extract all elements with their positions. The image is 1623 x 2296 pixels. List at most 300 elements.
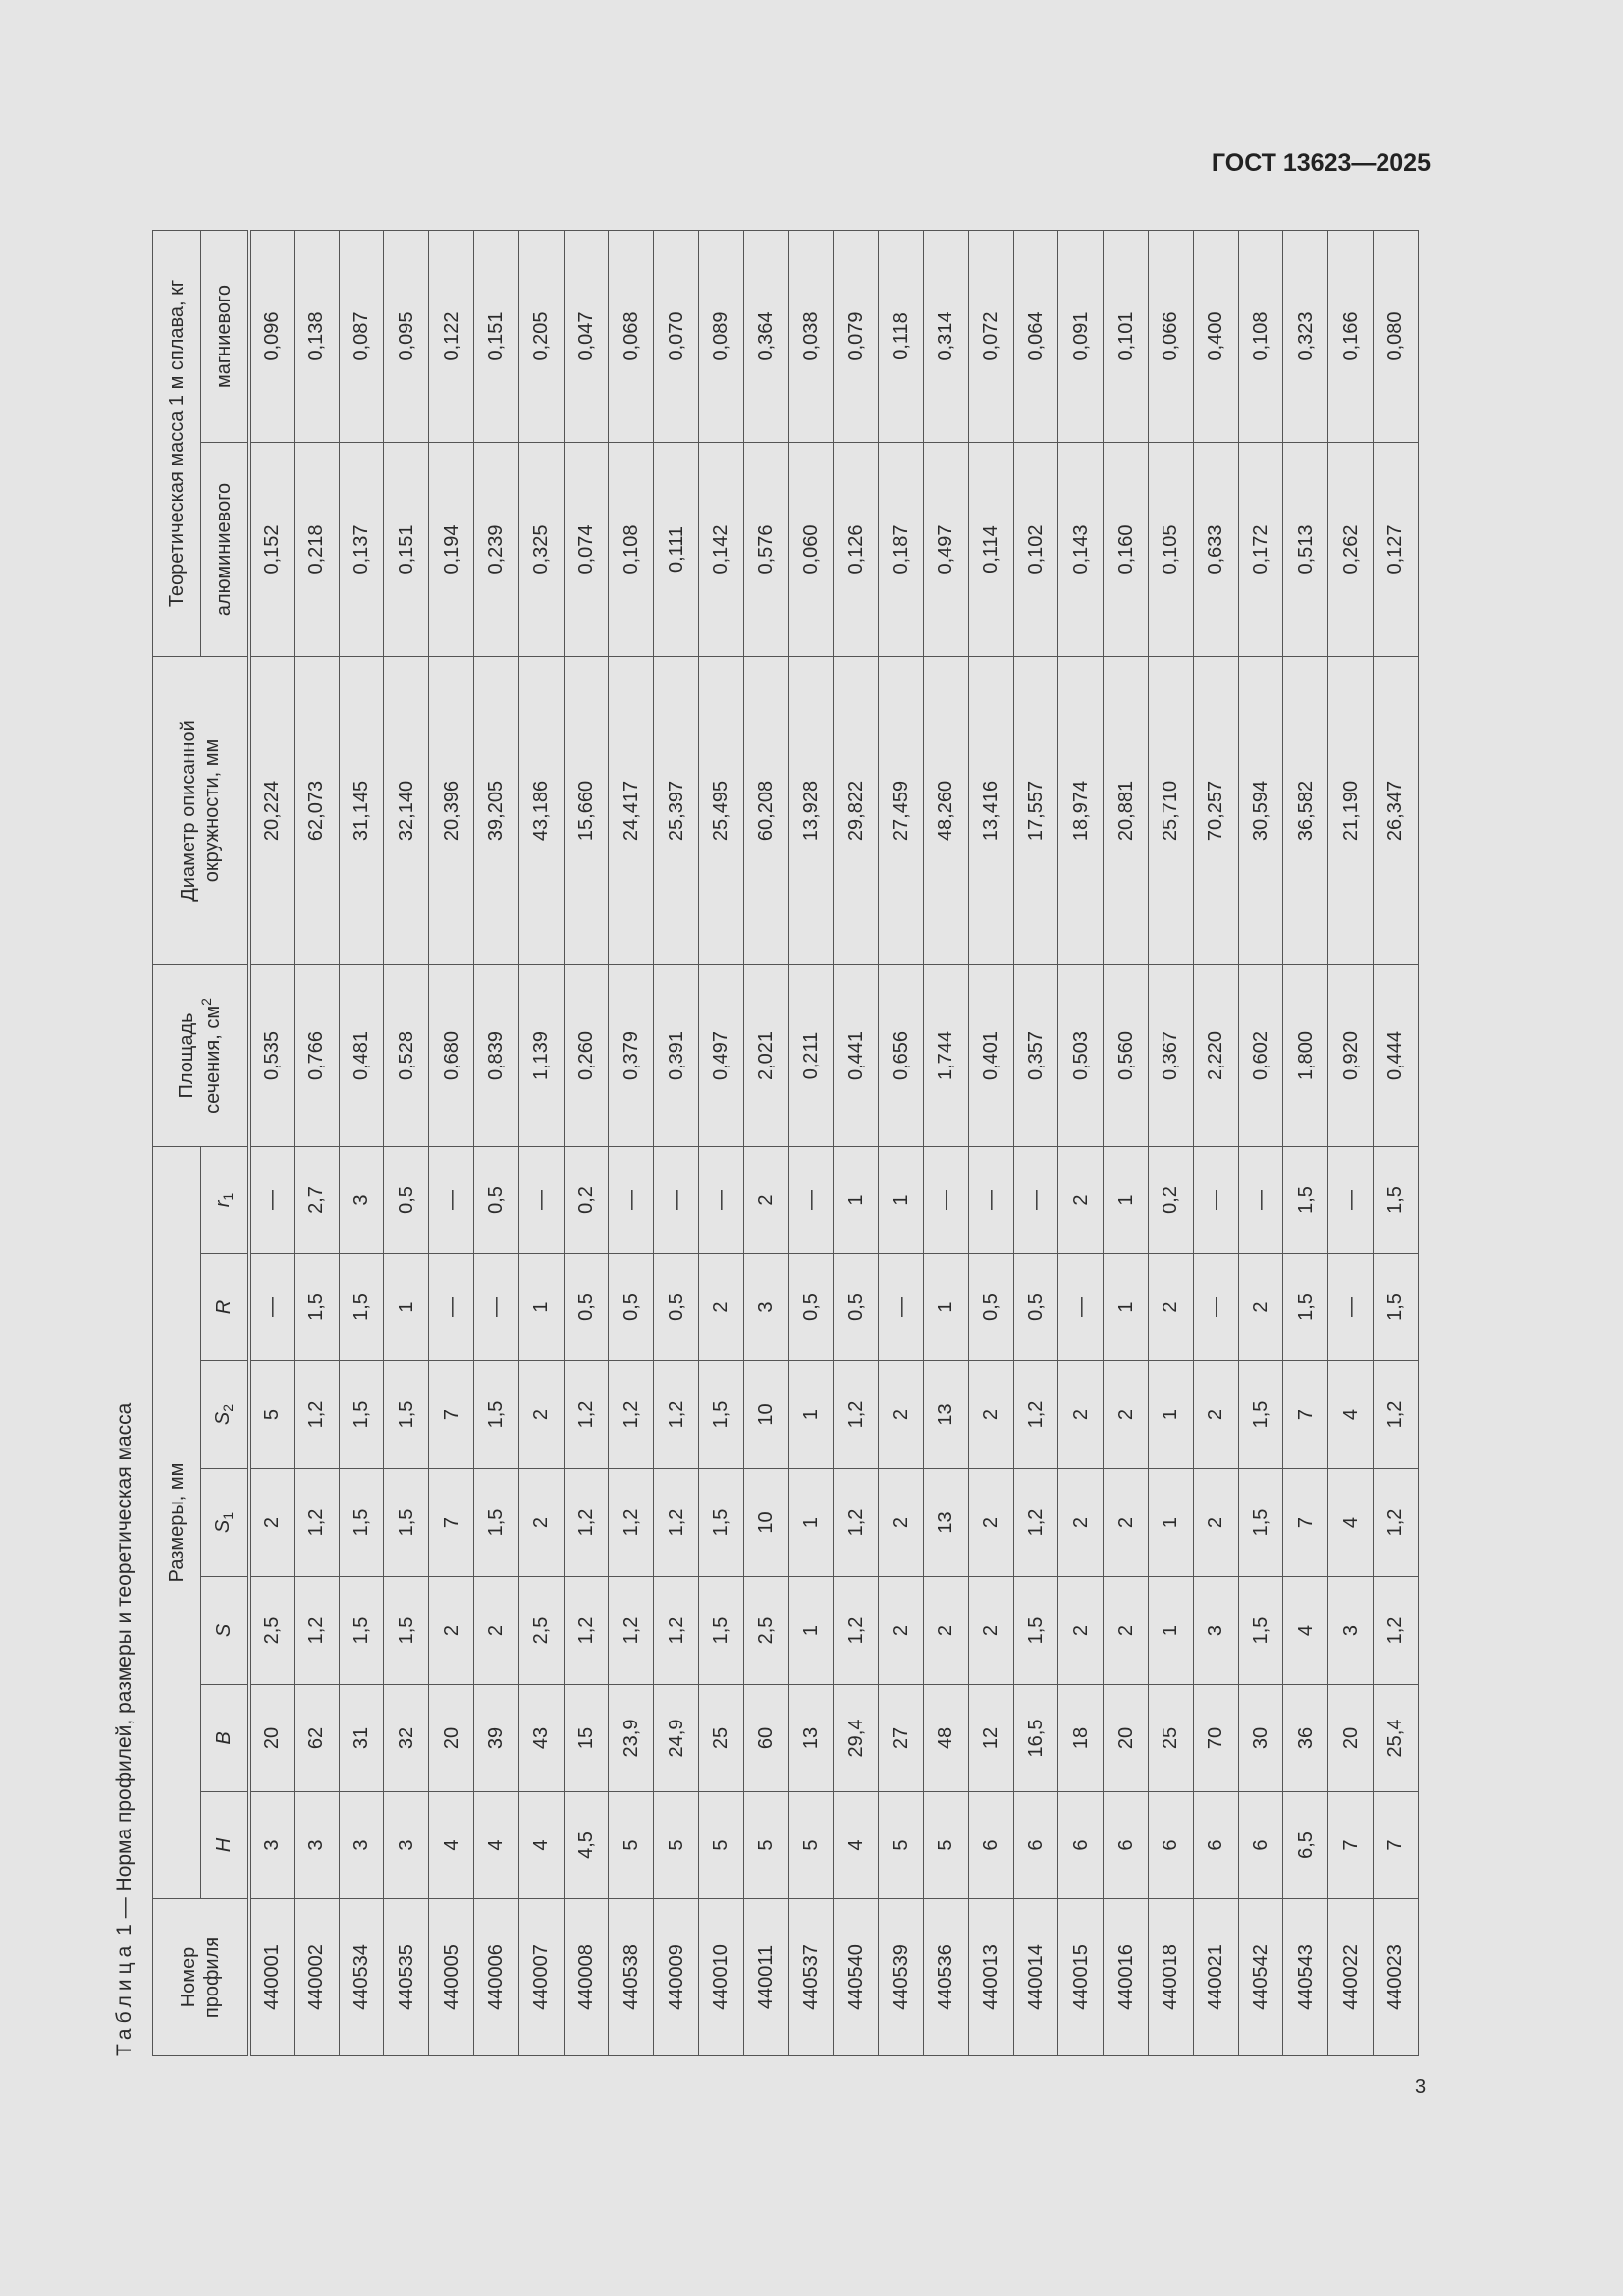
cell-B: 25 xyxy=(698,1685,743,1792)
cell-B: 23,9 xyxy=(609,1685,654,1792)
cell-H: 4 xyxy=(518,1792,564,1899)
cell-mass-aluminum: 0,187 xyxy=(879,442,924,656)
cell-B: 27 xyxy=(879,1685,924,1792)
cell-S2: 2 xyxy=(1058,1361,1104,1469)
cell-mass-magnesium: 0,151 xyxy=(473,230,518,442)
cell-profile-number: 440015 xyxy=(1058,1899,1104,2056)
cell-diameter: 15,660 xyxy=(564,656,609,964)
document-code: ГОСТ 13623—2025 xyxy=(1211,149,1431,177)
cell-diameter: 32,140 xyxy=(384,656,429,964)
cell-S: 2,5 xyxy=(249,1577,295,1685)
cell-R: 1,5 xyxy=(339,1254,384,1361)
cell-S1: 2 xyxy=(1104,1469,1149,1577)
cell-mass-magnesium: 0,205 xyxy=(518,230,564,442)
cell-r1: 0,5 xyxy=(473,1146,518,1253)
cell-S: 1,5 xyxy=(698,1577,743,1685)
cell-profile-number: 440542 xyxy=(1238,1899,1283,2056)
cell-H: 6,5 xyxy=(1283,1792,1328,1899)
rotated-table-block xyxy=(113,231,1418,2056)
table-row xyxy=(1058,230,1104,2055)
cell-H: 4,5 xyxy=(564,1792,609,1899)
page-number: 3 xyxy=(1415,2076,1427,2098)
cell-area: 0,535 xyxy=(249,964,295,1146)
cell-S: 2 xyxy=(968,1577,1013,1685)
cell-R: — xyxy=(429,1254,474,1361)
cell-H: 6 xyxy=(1013,1792,1058,1899)
cell-mass-magnesium: 0,118 xyxy=(879,230,924,442)
cell-R: 0,5 xyxy=(788,1254,834,1361)
cell-area: 1,800 xyxy=(1283,964,1328,1146)
cell-S: 2 xyxy=(473,1577,518,1685)
cell-B: 30 xyxy=(1238,1685,1283,1792)
cell-R: 0,5 xyxy=(1013,1254,1058,1361)
cell-area: 0,920 xyxy=(1328,964,1374,1146)
table-row xyxy=(249,230,295,2055)
cell-H: 5 xyxy=(654,1792,699,1899)
cell-S2: 4 xyxy=(1328,1361,1374,1469)
cell-H: 5 xyxy=(698,1792,743,1899)
cell-area: 0,401 xyxy=(968,964,1013,1146)
cell-B: 24,9 xyxy=(654,1685,699,1792)
table-row xyxy=(384,230,429,2055)
cell-mass-aluminum: 0,262 xyxy=(1328,442,1374,656)
cell-r1: 1 xyxy=(834,1146,879,1253)
cell-r1: — xyxy=(968,1146,1013,1253)
cell-S2: 1 xyxy=(1148,1361,1193,1469)
cell-area: 1,744 xyxy=(923,964,968,1146)
cell-mass-aluminum: 0,074 xyxy=(564,442,609,656)
cell-R: — xyxy=(1328,1254,1374,1361)
cell-area: 0,481 xyxy=(339,964,384,1146)
cell-mass-magnesium: 0,400 xyxy=(1193,230,1238,442)
cell-r1: — xyxy=(923,1146,968,1253)
table-row xyxy=(1104,230,1149,2055)
cell-S1: 2 xyxy=(249,1469,295,1577)
cell-R: 0,5 xyxy=(968,1254,1013,1361)
table-row xyxy=(564,230,609,2055)
cell-R: 1,5 xyxy=(294,1254,339,1361)
cell-B: 31 xyxy=(339,1685,384,1792)
cell-S: 1,2 xyxy=(834,1577,879,1685)
cell-mass-magnesium: 0,096 xyxy=(249,230,295,442)
cell-S2: 1,2 xyxy=(294,1361,339,1469)
table-caption xyxy=(113,1403,136,2056)
cell-diameter: 62,073 xyxy=(294,656,339,964)
cell-diameter: 20,224 xyxy=(249,656,295,964)
header-area: Площадь сечения, $см^2$ xyxy=(153,964,249,1146)
cell-H: 4 xyxy=(429,1792,474,1899)
cell-S2: 10 xyxy=(743,1361,788,1469)
cell-R: 1 xyxy=(1104,1254,1149,1361)
cell-area: 0,503 xyxy=(1058,964,1104,1146)
cell-diameter: 26,347 xyxy=(1373,656,1418,964)
cell-profile-number: 440014 xyxy=(1013,1899,1058,2056)
table-row xyxy=(609,230,654,2055)
cell-area: 0,839 xyxy=(473,964,518,1146)
cell-B: 20 xyxy=(1328,1685,1374,1792)
cell-S: 1,2 xyxy=(609,1577,654,1685)
table-row xyxy=(654,230,699,2055)
cell-diameter: 18,974 xyxy=(1058,656,1104,964)
cell-mass-aluminum: 0,152 xyxy=(249,442,295,656)
cell-mass-aluminum: 0,143 xyxy=(1058,442,1104,656)
cell-diameter: 60,208 xyxy=(743,656,788,964)
cell-S1: 1 xyxy=(1148,1469,1193,1577)
table-row xyxy=(743,230,788,2055)
cell-S1: 1,5 xyxy=(384,1469,429,1577)
cell-mass-magnesium: 0,068 xyxy=(609,230,654,442)
header-magnesium: магниевого xyxy=(201,230,249,442)
cell-S1: 10 xyxy=(743,1469,788,1577)
cell-S2: 1,2 xyxy=(654,1361,699,1469)
header-R: R xyxy=(201,1254,249,1361)
cell-mass-magnesium: 0,072 xyxy=(968,230,1013,442)
cell-S2: 1,2 xyxy=(1373,1361,1418,1469)
cell-S: 2 xyxy=(1058,1577,1104,1685)
cell-mass-magnesium: 0,089 xyxy=(698,230,743,442)
cell-profile-number: 440022 xyxy=(1328,1899,1374,2056)
cell-area: 0,497 xyxy=(698,964,743,1146)
cell-area: 0,367 xyxy=(1148,964,1193,1146)
cell-area: 0,560 xyxy=(1104,964,1149,1146)
table-caption-text: 1 — Норма профилей, размеры и теоретическая масса xyxy=(113,1402,135,1936)
header-row-1 xyxy=(153,230,201,2055)
cell-profile-number: 440005 xyxy=(429,1899,474,2056)
cell-area: 0,528 xyxy=(384,964,429,1146)
cell-mass-aluminum: 0,108 xyxy=(609,442,654,656)
cell-mass-magnesium: 0,101 xyxy=(1104,230,1149,442)
cell-B: 36 xyxy=(1283,1685,1328,1792)
cell-B: 43 xyxy=(518,1685,564,1792)
cell-H: 3 xyxy=(294,1792,339,1899)
cell-diameter: 36,582 xyxy=(1283,656,1328,964)
cell-S2: 1,5 xyxy=(698,1361,743,1469)
cell-B: 12 xyxy=(968,1685,1013,1792)
cell-S1: 1,2 xyxy=(1373,1469,1418,1577)
cell-S1: 1,2 xyxy=(609,1469,654,1577)
cell-S: 3 xyxy=(1328,1577,1374,1685)
cell-area: 0,444 xyxy=(1373,964,1418,1146)
cell-R: — xyxy=(1058,1254,1104,1361)
cell-S: 4 xyxy=(1283,1577,1328,1685)
cell-diameter: 20,881 xyxy=(1104,656,1149,964)
cell-profile-number: 440536 xyxy=(923,1899,968,2056)
cell-area: 0,602 xyxy=(1238,964,1283,1146)
cell-R: 1,5 xyxy=(1373,1254,1418,1361)
cell-S: 1 xyxy=(788,1577,834,1685)
cell-S1: 1,5 xyxy=(339,1469,384,1577)
cell-S1: 1,5 xyxy=(698,1469,743,1577)
cell-H: 3 xyxy=(384,1792,429,1899)
cell-area: 2,220 xyxy=(1193,964,1238,1146)
table-row xyxy=(1283,230,1328,2055)
cell-mass-magnesium: 0,108 xyxy=(1238,230,1283,442)
cell-H: 3 xyxy=(249,1792,295,1899)
cell-mass-aluminum: 0,497 xyxy=(923,442,968,656)
cell-S2: 1,5 xyxy=(384,1361,429,1469)
cell-R: 1,5 xyxy=(1283,1254,1328,1361)
table-caption-label: Таблица xyxy=(113,1941,135,2056)
cell-B: 25 xyxy=(1148,1685,1193,1792)
cell-mass-magnesium: 0,087 xyxy=(339,230,384,442)
header-S1: $S_1$ xyxy=(201,1469,249,1577)
cell-r1: — xyxy=(1193,1146,1238,1253)
cell-S: 1,2 xyxy=(294,1577,339,1685)
table-row xyxy=(968,230,1013,2055)
header-diameter: Диаметр описанной окружности, мм xyxy=(153,656,249,964)
table-row xyxy=(1328,230,1374,2055)
cell-S1: 7 xyxy=(1283,1469,1328,1577)
cell-S: 3 xyxy=(1193,1577,1238,1685)
cell-mass-magnesium: 0,166 xyxy=(1328,230,1374,442)
cell-profile-number: 440535 xyxy=(384,1899,429,2056)
cell-mass-aluminum: 0,137 xyxy=(339,442,384,656)
cell-r1: 2 xyxy=(743,1146,788,1253)
cell-mass-aluminum: 0,513 xyxy=(1283,442,1328,656)
cell-diameter: 48,260 xyxy=(923,656,968,964)
cell-S2: 1,5 xyxy=(339,1361,384,1469)
cell-mass-magnesium: 0,364 xyxy=(743,230,788,442)
cell-B: 62 xyxy=(294,1685,339,1792)
cell-r1: — xyxy=(429,1146,474,1253)
cell-profile-number: 440018 xyxy=(1148,1899,1193,2056)
cell-S1: 13 xyxy=(923,1469,968,1577)
cell-profile-number: 440013 xyxy=(968,1899,1013,2056)
cell-mass-aluminum: 0,172 xyxy=(1238,442,1283,656)
cell-r1: 1 xyxy=(879,1146,924,1253)
header-H: H xyxy=(201,1792,249,1899)
cell-S: 2 xyxy=(1104,1577,1149,1685)
cell-S1: 2 xyxy=(1193,1469,1238,1577)
cell-profile-number: 440007 xyxy=(518,1899,564,2056)
cell-S1: 1,5 xyxy=(1238,1469,1283,1577)
cell-diameter: 13,416 xyxy=(968,656,1013,964)
cell-diameter: 21,190 xyxy=(1328,656,1374,964)
cell-r1: 0,5 xyxy=(384,1146,429,1253)
cell-area: 0,211 xyxy=(788,964,834,1146)
cell-mass-magnesium: 0,079 xyxy=(834,230,879,442)
cell-S2: 1,2 xyxy=(834,1361,879,1469)
cell-B: 16,5 xyxy=(1013,1685,1058,1792)
cell-R: 2 xyxy=(698,1254,743,1361)
cell-S1: 1,5 xyxy=(473,1469,518,1577)
cell-r1: — xyxy=(609,1146,654,1253)
cell-H: 5 xyxy=(743,1792,788,1899)
cell-r1: — xyxy=(1238,1146,1283,1253)
cell-r1: 3 xyxy=(339,1146,384,1253)
cell-R: 1 xyxy=(518,1254,564,1361)
cell-R: 0,5 xyxy=(834,1254,879,1361)
cell-S: 1,5 xyxy=(1013,1577,1058,1685)
cell-profile-number: 440001 xyxy=(249,1899,295,2056)
cell-mass-magnesium: 0,323 xyxy=(1283,230,1328,442)
cell-S: 1,2 xyxy=(654,1577,699,1685)
cell-R: 3 xyxy=(743,1254,788,1361)
cell-diameter: 25,397 xyxy=(654,656,699,964)
cell-mass-magnesium: 0,138 xyxy=(294,230,339,442)
cell-S1: 1,2 xyxy=(564,1469,609,1577)
cell-S2: 2 xyxy=(879,1361,924,1469)
cell-R: 0,5 xyxy=(654,1254,699,1361)
table-row xyxy=(339,230,384,2055)
cell-r1: — xyxy=(249,1146,295,1253)
cell-S2: 7 xyxy=(429,1361,474,1469)
table-row xyxy=(473,230,518,2055)
cell-H: 6 xyxy=(1104,1792,1149,1899)
cell-r1: — xyxy=(654,1146,699,1253)
cell-area: 0,441 xyxy=(834,964,879,1146)
cell-r1: — xyxy=(1013,1146,1058,1253)
cell-S: 1,2 xyxy=(564,1577,609,1685)
cell-mass-aluminum: 0,194 xyxy=(429,442,474,656)
cell-S1: 1 xyxy=(788,1469,834,1577)
cell-diameter: 24,417 xyxy=(609,656,654,964)
table-row xyxy=(518,230,564,2055)
cell-H: 5 xyxy=(923,1792,968,1899)
cell-r1: — xyxy=(1328,1146,1374,1253)
cell-mass-magnesium: 0,095 xyxy=(384,230,429,442)
cell-H: 7 xyxy=(1373,1792,1418,1899)
cell-profile-number: 440009 xyxy=(654,1899,699,2056)
table-row xyxy=(1373,230,1418,2055)
cell-R: 2 xyxy=(1238,1254,1283,1361)
table-row xyxy=(834,230,879,2055)
cell-R: — xyxy=(879,1254,924,1361)
cell-B: 29,4 xyxy=(834,1685,879,1792)
cell-B: 32 xyxy=(384,1685,429,1792)
cell-B: 20 xyxy=(429,1685,474,1792)
cell-H: 6 xyxy=(968,1792,1013,1899)
table-row xyxy=(698,230,743,2055)
cell-mass-magnesium: 0,314 xyxy=(923,230,968,442)
cell-H: 6 xyxy=(1148,1792,1193,1899)
cell-mass-magnesium: 0,064 xyxy=(1013,230,1058,442)
cell-R: — xyxy=(249,1254,295,1361)
cell-area: 0,260 xyxy=(564,964,609,1146)
cell-H: 7 xyxy=(1328,1792,1374,1899)
cell-S: 1,5 xyxy=(339,1577,384,1685)
cell-r1: 0,2 xyxy=(1148,1146,1193,1253)
cell-mass-aluminum: 0,239 xyxy=(473,442,518,656)
cell-r1: 1 xyxy=(1104,1146,1149,1253)
cell-S: 1,2 xyxy=(1373,1577,1418,1685)
cell-S1: 7 xyxy=(429,1469,474,1577)
table-row xyxy=(1013,230,1058,2055)
cell-S1: 1,2 xyxy=(834,1469,879,1577)
cell-mass-magnesium: 0,038 xyxy=(788,230,834,442)
cell-mass-aluminum: 0,325 xyxy=(518,442,564,656)
table-row xyxy=(879,230,924,2055)
cell-H: 6 xyxy=(1058,1792,1104,1899)
cell-mass-magnesium: 0,066 xyxy=(1148,230,1193,442)
cell-profile-number: 440011 xyxy=(743,1899,788,2056)
cell-R: 1 xyxy=(923,1254,968,1361)
cell-B: 60 xyxy=(743,1685,788,1792)
cell-area: 0,680 xyxy=(429,964,474,1146)
cell-B: 70 xyxy=(1193,1685,1238,1792)
cell-S1: 2 xyxy=(879,1469,924,1577)
cell-S: 2 xyxy=(879,1577,924,1685)
table-row xyxy=(1193,230,1238,2055)
cell-B: 13 xyxy=(788,1685,834,1792)
cell-mass-aluminum: 0,114 xyxy=(968,442,1013,656)
cell-diameter: 27,459 xyxy=(879,656,924,964)
cell-B: 25,4 xyxy=(1373,1685,1418,1792)
cell-profile-number: 440543 xyxy=(1283,1899,1328,2056)
cell-R: — xyxy=(1193,1254,1238,1361)
cell-H: 6 xyxy=(1238,1792,1283,1899)
cell-mass-aluminum: 0,111 xyxy=(654,442,699,656)
cell-S1: 1,2 xyxy=(294,1469,339,1577)
header-S2: $S_2$ xyxy=(201,1361,249,1469)
cell-S: 2 xyxy=(923,1577,968,1685)
cell-B: 39 xyxy=(473,1685,518,1792)
header-B: B xyxy=(201,1685,249,1792)
cell-diameter: 70,257 xyxy=(1193,656,1238,964)
cell-B: 20 xyxy=(249,1685,295,1792)
cell-diameter: 17,557 xyxy=(1013,656,1058,964)
cell-profile-number: 440537 xyxy=(788,1899,834,2056)
cell-r1: 1,5 xyxy=(1283,1146,1328,1253)
header-profile-number: Номер профиля xyxy=(153,1899,249,2056)
cell-H: 5 xyxy=(788,1792,834,1899)
table-row xyxy=(1148,230,1193,2055)
cell-mass-magnesium: 0,047 xyxy=(564,230,609,442)
cell-profile-number: 440540 xyxy=(834,1899,879,2056)
cell-profile-number: 440016 xyxy=(1104,1899,1149,2056)
cell-S2: 1,2 xyxy=(564,1361,609,1469)
cell-B: 48 xyxy=(923,1685,968,1792)
cell-S: 1 xyxy=(1148,1577,1193,1685)
cell-mass-aluminum: 0,151 xyxy=(384,442,429,656)
cell-area: 0,656 xyxy=(879,964,924,1146)
cell-profile-number: 440010 xyxy=(698,1899,743,2056)
cell-r1: 0,2 xyxy=(564,1146,609,1253)
cell-S1: 4 xyxy=(1328,1469,1374,1577)
cell-mass-aluminum: 0,127 xyxy=(1373,442,1418,656)
cell-S2: 1,2 xyxy=(1013,1361,1058,1469)
cell-mass-aluminum: 0,102 xyxy=(1013,442,1058,656)
cell-mass-magnesium: 0,091 xyxy=(1058,230,1104,442)
cell-R: 0,5 xyxy=(609,1254,654,1361)
cell-mass-magnesium: 0,080 xyxy=(1373,230,1418,442)
cell-S2: 7 xyxy=(1283,1361,1328,1469)
cell-mass-magnesium: 0,122 xyxy=(429,230,474,442)
cell-diameter: 30,594 xyxy=(1238,656,1283,964)
cell-profile-number: 440008 xyxy=(564,1899,609,2056)
cell-area: 0,766 xyxy=(294,964,339,1146)
cell-profile-number: 440002 xyxy=(294,1899,339,2056)
cell-mass-aluminum: 0,160 xyxy=(1104,442,1149,656)
cell-mass-aluminum: 0,576 xyxy=(743,442,788,656)
table-row xyxy=(429,230,474,2055)
cell-S2: 1 xyxy=(788,1361,834,1469)
table-row xyxy=(788,230,834,2055)
cell-R: 0,5 xyxy=(564,1254,609,1361)
cell-S1: 2 xyxy=(518,1469,564,1577)
cell-S1: 1,2 xyxy=(1013,1469,1058,1577)
cell-mass-aluminum: 0,060 xyxy=(788,442,834,656)
cell-mass-aluminum: 0,218 xyxy=(294,442,339,656)
cell-diameter: 20,396 xyxy=(429,656,474,964)
cell-profile-number: 440023 xyxy=(1373,1899,1418,2056)
header-dimensions: Размеры, мм xyxy=(153,1146,201,1898)
cell-H: 3 xyxy=(339,1792,384,1899)
cell-S1: 2 xyxy=(1058,1469,1104,1577)
cell-R: — xyxy=(473,1254,518,1361)
cell-area: 0,379 xyxy=(609,964,654,1146)
cell-area: 1,139 xyxy=(518,964,564,1146)
